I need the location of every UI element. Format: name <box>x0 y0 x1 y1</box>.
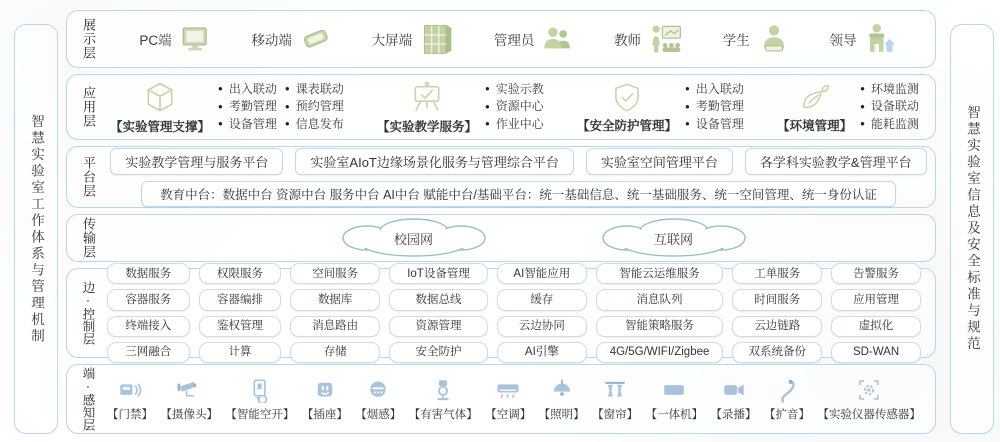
edge-service-chip: 容器服务 <box>107 289 190 310</box>
right-sidebar-panel <box>950 24 994 434</box>
display-item-admin <box>494 22 576 56</box>
platform-box: 各学科实验教学&管理平台 <box>745 148 927 175</box>
app-group-teaching-service <box>377 80 544 135</box>
app-group-safety <box>577 81 744 134</box>
edge-service-chip: 鉴权管理 <box>199 316 282 337</box>
left-sidebar-panel <box>14 24 58 434</box>
edge-control-layer-panel <box>66 268 936 358</box>
app-feature-list <box>285 81 344 133</box>
edge-service-chip: 计算 <box>199 342 282 363</box>
app-feature: ● 设备联动 <box>860 98 919 115</box>
edge-service-chip: 权限服务 <box>199 263 282 284</box>
edge-service-chip: 应用管理 <box>831 289 921 310</box>
device-item <box>539 377 585 422</box>
edge-service-chip: 4G/5G/WIFI/Zigbee <box>596 342 724 363</box>
app-feature: ● 设备管理 <box>218 116 277 133</box>
app-feature: ● 课表联动 <box>285 81 344 98</box>
platform-box: 实验教学管理与服务平台 <box>110 148 283 175</box>
edge-service-chip: 双系统备份 <box>732 342 822 363</box>
door-access-icon <box>117 377 143 403</box>
platform-layer-panel <box>66 146 936 208</box>
app-feature: ● 设备管理 <box>685 116 744 133</box>
display-layer-label: 展示层 <box>81 18 96 60</box>
edge-service-chip: 存储 <box>290 342 380 363</box>
right-sidebar-label: 智慧实验室信息及安全标准与规范 <box>965 105 980 353</box>
application-layer-panel <box>66 74 936 140</box>
edge-service-grid <box>101 258 935 367</box>
app-group-lab-management <box>110 80 344 135</box>
app-group-head <box>777 81 852 134</box>
edge-service-chip: 安全防护 <box>389 342 488 363</box>
camera-icon <box>176 377 202 403</box>
display-item-label: PC端 <box>139 33 172 48</box>
smart-breaker-icon <box>247 377 273 403</box>
device-sensing-layer-panel <box>66 364 936 434</box>
edge-service-chip: SD-WAN <box>831 342 921 363</box>
display-item-pc <box>139 22 212 56</box>
display-items <box>102 21 935 57</box>
device-item-label: 【窗帘】 <box>592 408 639 421</box>
admin-icon <box>541 22 575 56</box>
app-feature: ● 出入联动 <box>218 81 277 98</box>
app-feature: ● 资源中心 <box>485 98 544 115</box>
app-feature-list <box>860 81 919 133</box>
app-group-title: 【实验教学服务】 <box>376 119 477 134</box>
device-item <box>711 377 757 422</box>
display-item-label: 教师 <box>614 33 642 48</box>
edge-service-chip: 终端接入 <box>107 316 190 337</box>
app-feature: ● 考勤管理 <box>685 98 744 115</box>
edge-service-chip: 容器编排 <box>199 289 282 310</box>
app-group-title: 【环境管理】 <box>777 118 853 133</box>
instrument-sensor-icon <box>856 377 882 403</box>
device-item-label: 【门禁】 <box>107 408 153 421</box>
app-feature: ● 能耗监测 <box>860 116 919 133</box>
student-icon <box>757 22 791 56</box>
device-item-label: 【烟感】 <box>355 408 402 421</box>
app-group-title: 【安全防护管理】 <box>577 118 678 133</box>
platform-boxes <box>102 148 935 207</box>
mobile-icon <box>299 22 333 56</box>
edge-service-chip: 消息路由 <box>290 316 380 337</box>
display-layer-panel <box>66 10 936 68</box>
display-item-label: 管理员 <box>493 33 535 48</box>
device-item-label: 【照明】 <box>538 408 585 421</box>
display-item-teacher <box>614 21 684 57</box>
left-sidebar-label: 智慧实验室工作体系与管理机制 <box>29 113 44 345</box>
edge-service-chip: 云边链路 <box>732 316 822 337</box>
device-item-label: 【有害气体】 <box>408 408 478 421</box>
leader-icon <box>864 22 898 56</box>
edge-service-chip: 虚拟化 <box>831 316 921 337</box>
cloud-label: 互联网 <box>653 231 693 247</box>
device-item <box>817 377 921 422</box>
app-group-environment <box>777 81 919 134</box>
device-item-label: 【摄像头】 <box>160 408 218 421</box>
platform-base-box: 教育中台：数据中台 资源中台 服务中台 AI中台 赋能中台/基础平台：统一基础信息、统一基础服务、统一空间管理、统一身份认证 <box>141 181 896 207</box>
app-feature: ● 作业中心 <box>485 116 544 133</box>
transmission-layer-panel <box>66 214 936 262</box>
app-feature: ● 预约管理 <box>285 98 344 115</box>
edge-service-chip: AI智能应用 <box>497 263 587 284</box>
amplifier-icon <box>774 377 800 403</box>
transmission-layer-label: 传输层 <box>81 217 96 259</box>
edge-service-chip: 消息队列 <box>596 289 724 310</box>
cube-icon <box>142 80 178 116</box>
device-item <box>107 377 153 422</box>
edge-service-chip: 告警服务 <box>831 263 921 284</box>
leaf-icon <box>798 81 832 115</box>
pc-icon <box>179 22 213 56</box>
app-feature: ● 信息发布 <box>285 116 344 133</box>
edge-service-chip: 数据服务 <box>107 263 190 284</box>
application-groups <box>102 80 935 135</box>
app-group-head <box>377 80 477 135</box>
edge-service-chip: 时间服务 <box>732 289 822 310</box>
platform-box-row <box>110 148 926 175</box>
app-group-head <box>110 80 210 135</box>
device-item <box>160 377 218 422</box>
device-item <box>302 377 348 422</box>
air-conditioner-icon <box>495 377 521 403</box>
edge-service-chip: 云边协同 <box>497 316 587 337</box>
app-feature: ● 环境监测 <box>860 81 919 98</box>
device-item-label: 【扩音】 <box>763 408 810 421</box>
device-item-label: 【智能空开】 <box>225 408 295 421</box>
edge-service-chip: 数据总线 <box>389 289 488 310</box>
display-item-label: 移动端 <box>251 33 292 48</box>
app-group-head <box>577 81 677 134</box>
large-screen-icon <box>419 21 455 57</box>
app-feature-list <box>685 81 744 133</box>
easel-icon <box>409 80 445 116</box>
edge-service-chip: 资源管理 <box>389 316 488 337</box>
recording-icon <box>721 377 747 403</box>
edge-service-chip: 三网融合 <box>107 342 190 363</box>
device-item <box>485 377 531 422</box>
app-feature: ● 出入联动 <box>685 81 744 98</box>
app-feature: ● 考勤管理 <box>218 98 277 115</box>
device-item <box>409 377 478 422</box>
display-item-large-screen <box>372 21 456 57</box>
display-item-leader <box>830 22 898 56</box>
edge-service-chip: 智能策略服务 <box>596 316 724 337</box>
display-item-student <box>723 22 791 56</box>
gas-sensor-icon <box>430 377 456 403</box>
edge-service-chip: IoT设备管理 <box>389 263 488 284</box>
display-item-label: 大屏端 <box>371 33 413 48</box>
campus-network-cloud <box>329 216 499 260</box>
platform-box: 实验室空间管理平台 <box>586 148 733 175</box>
device-item-label: 【实验仪器传感器】 <box>817 408 921 421</box>
display-item-label: 学生 <box>722 33 750 48</box>
app-feature-list <box>218 81 277 133</box>
application-layer-label: 应用层 <box>81 86 96 128</box>
app-group-title: 【实验管理支撑】 <box>110 119 211 134</box>
platform-base-row <box>141 181 896 207</box>
platform-box: 实验室AIoT边缘场景化服务与管理综合平台 <box>295 148 573 175</box>
smoke-sensor-icon <box>365 377 391 403</box>
edge-service-chip: 缓存 <box>497 289 587 310</box>
socket-icon <box>312 377 338 403</box>
app-feature-list <box>485 81 544 133</box>
edge-service-chip: AI引擎 <box>497 342 587 363</box>
app-feature: ● 实验示教 <box>485 81 544 98</box>
all-in-one-icon <box>661 377 687 403</box>
device-item <box>355 377 401 422</box>
device-item-label: 【插座】 <box>301 408 348 421</box>
internet-cloud <box>589 216 759 260</box>
device-item-label: 【空调】 <box>485 408 532 421</box>
edge-service-chip: 工单服务 <box>732 263 822 284</box>
edge-service-chip: 数据库 <box>290 289 380 310</box>
lighting-icon <box>549 377 575 403</box>
device-item-label: 【录播】 <box>710 408 757 421</box>
device-item <box>225 377 294 422</box>
device-item <box>764 377 810 422</box>
teacher-icon <box>648 21 684 57</box>
shield-icon <box>610 81 644 115</box>
cloud-label: 校园网 <box>393 231 433 247</box>
edge-service-chip: 空间服务 <box>290 263 380 284</box>
edge-service-chip: 智能云运维服务 <box>596 263 724 284</box>
device-sensing-layer-label: 端·感知层 <box>81 367 95 431</box>
device-item-label: 【一体机】 <box>645 408 704 421</box>
edge-control-layer-label: 边·控制层 <box>81 281 95 345</box>
network-clouds <box>102 216 935 260</box>
display-item-label: 领导 <box>829 33 857 48</box>
platform-layer-label: 平台层 <box>81 156 96 198</box>
device-item <box>646 377 704 422</box>
curtain-icon <box>602 377 628 403</box>
device-items <box>101 377 935 422</box>
device-item <box>592 377 638 422</box>
display-item-mobile <box>251 22 333 56</box>
